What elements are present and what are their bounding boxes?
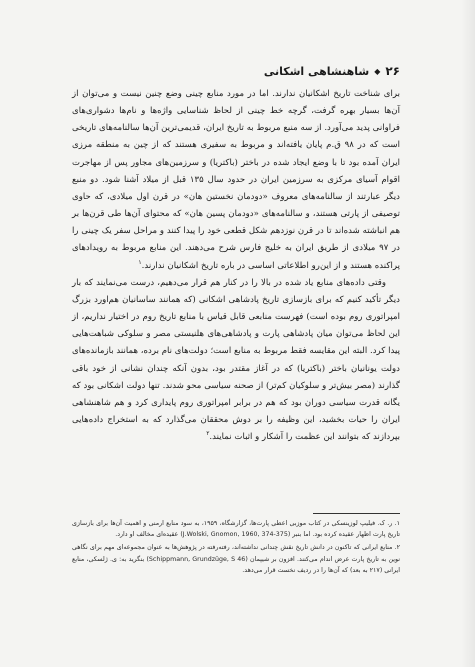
- paragraph-1: [72, 86, 400, 275]
- footnotes: [72, 518, 400, 578]
- diamond-separator-icon: ◆: [374, 66, 381, 76]
- footnote-ref-2[interactable]: ۲: [206, 430, 210, 438]
- paragraph-2-text: وقتی داده‌های منابع یاد شده در بالا را در کنار هم قرار می‌دهیم، درست می‌نمایند که بار دیگر تأکید کنیم که برای بازسازی تاریخ پادشاهی اشکانی (که همانند ساسانیان هم‌اورد بزرگ امپراتوری روم بوده است) فهرست منابعی قابل قیاس با منابع تاریخ روم در اختیار نداریم، از این لحاظ می‌توان میان پادشاهی پارت و پادشاهی‌های هلنیستی مصر و سلوکی شباهت‌هایی پیدا کرد. البته این مقایسه فقط مربوط به منابع است؛ دولت‌های نام برده، همانند بازمانده‌های دولت یونانیان باختر (باکتریا) که در آغاز مقتدر بود، بدون آنکه چندان نشانی از خود باقی گذارند (مصر بیش‌تر و سلوکیان کم‌تر) از صحنه سیاسی محو شدند. تنها دولت اشکانی بود که یگانه قدرت سیاسی دوران بود که هم در برابر امپراتوری روم پایداری کرد و هم شاهنشاهی ایران را حیات بخشید، این وظیفه را بر دوش محققان می‌گذارد که به استخراج داده‌هایی بپردازند که بتوانند این عظمت را آشکار و اثبات نمایند.: [72, 277, 400, 443]
- footnote-ref-1[interactable]: ۱: [138, 258, 142, 266]
- running-title: شاهنشاهی اشکانی: [263, 64, 370, 78]
- footnote-1: ۱. ر. ک. فیلیپ لوزینسکی در کتاب موزبی اعطی پارت‌ها، گزارشگاه، ۱۹۵۹، به سود منابع ارمنی و اهمیت آن‌ها برای بازسازی تاریخ پارت اظهار عقیده کرده بود. اما بنبر (J.Wolski, Gnomon, 1960, 374-375) عقیده‌ای مخالف او دارد.: [72, 520, 400, 539]
- footnote-divider: [313, 513, 400, 514]
- page-edge-shadow: [461, 0, 475, 667]
- paragraph-2: [72, 275, 400, 447]
- body-text: [72, 86, 400, 446]
- footnote-2: ۲. منابع ایرانی که تاکنون در دانش تاریخ نقش چندانی نداشته‌اند، رفته‌رفته در پژوهش‌ها به عنوان مجموعه‌ای مهم برای نگاهی نوین به تاریخ پارت عرض اندام می‌کنند. افزون بر شیپمان (Schippmann, Grundzüge, S 46) بنگرید به: ی. ژلسکی، منابع ایرانی (۲۱۷ به بعد) که آن‌ها را در ردیف نخست قرار می‌دهد.: [72, 544, 400, 574]
- paragraph-1-text: برای شناخت تاریخ اشکانیان ندارند. اما در مورد منابع چینی وضع چنین نیست و می‌توان از آن‌ها بسیار بهره گرفت، گرچه خط چینی از لحاظ شناسایی واژه‌ها و نام‌ها دشواری‌های فراوانی پدید می‌آورد. از سه منبع مربوط به تاریخ ایران، قدیمی‌ترین آن‌ها سالنامه‌های تاریخی است که در ۹۸ ق.م پایان یافته‌اند و مربوط به سفیری هستند که از چین به منطقه مرزی ایران آمده بود تا با وضع ایجاد شده در باختر (باکتریا) و سرزمین‌های مجاور پس از مهاجرت اقوام آسیای مرکزی به سرزمین ایران در حدود سال ۱۳۵ قبل از میلاد آشنا شود. دو منبع دیگر عبارتند از سالنامه‌های معروف «دودمان نخستین هان» در قرن اول میلادی، که حاوی توصیفی از پارتی هستند، و سالنامه‌های «دودمان پسین هان» که محتوای آن‌ها طی قرن‌ها بر هم انباشته شده‌اند تا در قرن نوزدهم شکل قطعی خود را پیدا کنند و مراحل سفر یک چینی را در ۹۷ میلادی از طریق ایران به خلیج فارس شرح می‌دهند. این منابع مربوط به رویدادهای پراکنده هستند و از این‌رو اطلاعاتی اساسی در باره تاریخ اشکانیان ندارند.: [72, 89, 401, 271]
- page-number: ۲۶: [385, 64, 400, 78]
- running-header: [72, 62, 400, 80]
